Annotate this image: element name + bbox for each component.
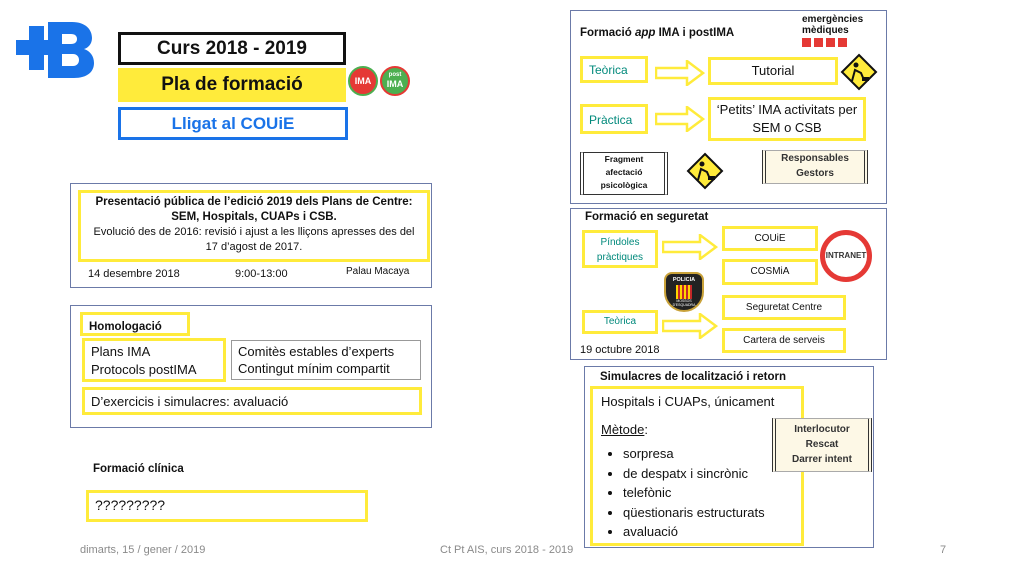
clinical-training-value: ?????????	[95, 497, 166, 513]
presentation-date: 14 desembre 2018	[88, 268, 180, 280]
app-title-em: app	[634, 27, 656, 39]
emergencies-logo-line1: emergències	[802, 14, 864, 25]
police-badge-icon	[664, 272, 704, 312]
police-badge-sub: MOSSOS D'ESQUADRA	[672, 299, 696, 307]
pindoles-box	[582, 230, 658, 268]
clinical-training-label: Formació clínica	[93, 463, 184, 475]
intranet-badge-icon	[820, 230, 872, 282]
construction-sign-icon	[840, 53, 878, 91]
security-training-title: Formació en seguretat	[585, 211, 709, 223]
app-title-b: IMA i postIMA	[655, 27, 735, 39]
presentation-body: Evolució des de 2016: revisió i ajust a les lliçons apresses des del 17 d’agost de 2017.	[93, 226, 415, 253]
interlocutor-box	[772, 418, 872, 472]
contingut-text: Contingut mínim compartit	[238, 361, 390, 376]
responsables-line1: Responsables	[781, 153, 849, 164]
app-teorica-box	[580, 56, 648, 83]
tutorial-box	[708, 57, 838, 85]
emergencies-logo	[802, 14, 874, 52]
security-teorica-box	[582, 310, 658, 334]
ima-badge-label: IMA	[354, 76, 372, 86]
fragment-line3: psicològica	[600, 180, 648, 190]
emergencies-logo-line2: mèdiques	[802, 25, 849, 36]
fragment-line1: Fragment	[604, 154, 644, 164]
seguretat-centre-box	[722, 295, 846, 320]
simulations-title: Simulacres de localització i retorn	[600, 371, 786, 383]
pindoles-line1: Píndoles	[600, 237, 640, 248]
couie-box	[722, 226, 818, 251]
security-date: 19 octubre 2018	[580, 344, 660, 356]
interlocutor-line2: Rescat	[805, 439, 839, 450]
presentation-box	[78, 190, 430, 262]
fragment-box	[580, 152, 668, 195]
arrow-practica-petits-icon	[655, 106, 705, 132]
cosmia-text: COSMiA	[750, 266, 790, 277]
presentation-heading: Presentació pública de l’edició 2019 dels Plans de Centre: SEM, Hospitals, CUAPs i CSB.	[95, 196, 413, 223]
postima-badge-label: IMA	[386, 79, 404, 89]
app-title-a: Formació	[580, 27, 635, 39]
cartera-box	[722, 328, 846, 353]
presentation-place: Palau Macaya	[346, 266, 410, 277]
app-practica-text: Pràctica	[589, 113, 633, 127]
couie-link-text: Lligat al COUiE	[171, 114, 295, 133]
exercicis-text: D’exercicis i simulacres: avaluació	[91, 394, 289, 409]
footer-page-number: 7	[940, 544, 947, 556]
cosmia-box	[722, 259, 818, 285]
plan-title	[118, 68, 346, 102]
simulations-hospitals: Hospitals i CUAPs, únicament	[601, 394, 775, 409]
footer-center: Ct Pt AIS, curs 2018 - 2019	[440, 544, 574, 556]
arrow-security-teorica-icon	[662, 313, 718, 339]
list-item: • de despatx i sincrònic	[623, 464, 793, 484]
protocols-text: Protocols postIMA	[91, 362, 197, 377]
postima-badge-small: post	[388, 72, 402, 78]
postima-badge	[380, 66, 410, 96]
simulations-method-colon: :	[644, 422, 648, 437]
fragment-line2: afectació	[605, 167, 643, 177]
list-item: • telefònic	[623, 483, 793, 503]
clinical-training-box	[86, 490, 368, 522]
course-year-title	[118, 32, 346, 65]
emergencies-logo-bars	[802, 38, 874, 50]
simulations-method: Mètode	[601, 422, 645, 437]
app-training-title	[580, 27, 734, 39]
homologation-label: Homologació	[89, 321, 162, 333]
responsables-line2: Gestors	[796, 168, 834, 179]
footer-date: dimarts, 15 / gener / 2019	[80, 544, 206, 556]
cartera-text: Cartera de serveis	[743, 335, 825, 346]
security-teorica-text: Teòrica	[603, 316, 637, 327]
simulations-method-line	[601, 420, 793, 439]
intranet-badge-label: INTRANET	[825, 251, 867, 260]
app-teorica-text: Teòrica	[589, 63, 628, 77]
police-badge-label: POLICIA	[672, 277, 696, 283]
brand-logo	[16, 18, 96, 80]
petits-ima-text: ‘Petits’ IMA activitats per SEM o CSB	[716, 102, 858, 135]
plan-title-text: Pla de formació	[161, 74, 303, 95]
comites-text: Comitès estables d’experts	[238, 344, 395, 359]
plans-ima-text: Plans IMA	[91, 344, 151, 359]
petits-ima-box	[708, 97, 866, 141]
app-practica-box	[580, 104, 648, 134]
exercicis-box	[82, 387, 422, 415]
homologation-label-box	[80, 312, 190, 336]
list-item: • qüestionaris estructurats	[623, 503, 793, 523]
seguretat-centre-text: Seguretat Centre	[745, 302, 823, 313]
comites-box	[231, 340, 421, 380]
couie-link-title	[118, 107, 348, 140]
construction-sign-2-icon	[686, 152, 724, 190]
ima-badge	[348, 66, 378, 96]
tutorial-text: Tutorial	[751, 63, 795, 78]
arrow-pindoles-icon	[662, 234, 718, 260]
responsables-box	[762, 150, 868, 184]
interlocutor-line3: Darrer intent	[791, 454, 852, 465]
couie-text: COUiE	[754, 233, 786, 244]
pindoles-line2: pràctiques	[596, 252, 644, 263]
interlocutor-line1: Interlocutor	[794, 424, 850, 435]
arrow-teorica-tutorial-icon	[655, 60, 705, 86]
list-item: • avaluació	[623, 522, 793, 542]
course-year-text: Curs 2018 - 2019	[157, 38, 307, 59]
presentation-time: 9:00-13:00	[235, 268, 288, 280]
plans-box	[82, 338, 226, 382]
list-item: • sorpresa	[623, 444, 793, 464]
simulations-method-list	[601, 444, 793, 542]
